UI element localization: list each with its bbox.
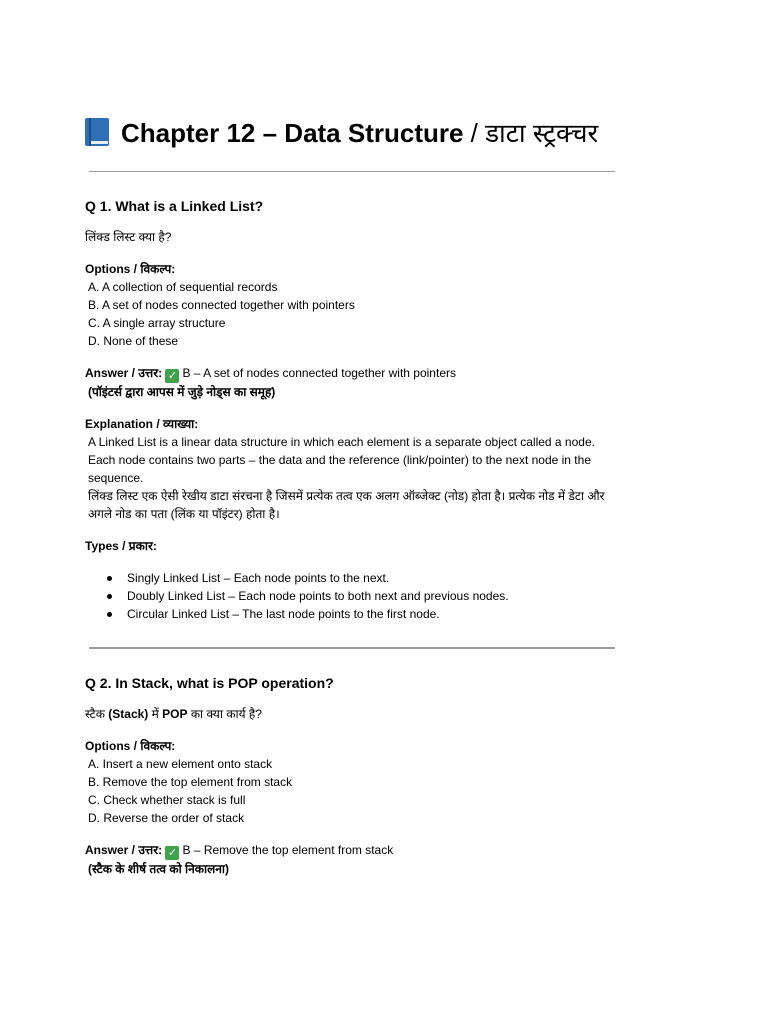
option-d: D. Reverse the order of stack (88, 811, 245, 825)
question-1-answer (85, 364, 625, 383)
question-2-answer-hindi: (स्टैक के शीर्ष तत्व को निकालना) (88, 862, 230, 876)
bullet-icon (107, 594, 112, 599)
question-2-answer (85, 841, 625, 860)
option-d: D. None of these (88, 334, 179, 348)
check-mark-icon: ✓ (165, 369, 179, 383)
page-title-english: Chapter 12 – Data Structure (121, 118, 464, 148)
explanation-paragraph: A Linked List is a linear data structure in which each element is a separate object called a node. (88, 435, 595, 449)
list-item: Singly Linked List – Each node points to the next. (127, 569, 625, 587)
question-2-options-label: Options / विकल्प: (85, 739, 176, 753)
answer-text: B – Remove the top element from stack (182, 843, 394, 857)
divider (89, 171, 615, 172)
option-b: B. A set of nodes connected together with pointers (88, 298, 355, 312)
document-content (85, 114, 625, 878)
question-1-options-label: Options / विकल्प: (85, 262, 176, 276)
answer-text: B – A set of nodes connected together with pointers (182, 366, 456, 380)
list-item: Circular Linked List – The last node points to the first node. (127, 605, 625, 623)
explanation-paragraph: Each node contains two parts – the data and the reference (link/pointer) to the next node in the sequence. (88, 453, 591, 485)
blue-book-icon (85, 118, 111, 146)
page-title-hindi: / डाटा स्ट्रक्चर (463, 118, 599, 148)
question-1-types-label: Types / प्रकार: (85, 539, 157, 553)
types-list (85, 569, 625, 623)
question-2-hindi: स्टैक (Stack) में POP का क्या कार्य है? (85, 707, 262, 721)
option-b: B. Remove the top element from stack (88, 775, 293, 789)
bullet-icon (107, 612, 112, 617)
explanation-paragraph-hindi: लिंक्ड लिस्ट एक ऐसी रेखीय डाटा संरचना है जिसमें प्रत्येक तत्व एक अलग ऑब्जेक्ट (नोड) होता है। प्रत्येक नोड में डेटा और अगले नोड का पता (लिंक या पॉइंटर) होता है। (88, 489, 605, 521)
question-2-heading: Q 2. In Stack, what is POP operation? (85, 675, 334, 691)
question-1-hindi: लिंक्ड लिस्ट क्या है? (85, 230, 172, 244)
check-mark-icon: ✓ (165, 846, 179, 860)
option-a: A. A collection of sequential records (88, 280, 278, 294)
answer-label: Answer / उत्तर: (85, 366, 163, 380)
option-a: A. Insert a new element onto stack (88, 757, 273, 771)
question-1-answer-hindi: (पॉइंटर्स द्वारा आपस में जुड़े नोड्स का समूह) (88, 385, 276, 399)
page-title (85, 114, 625, 152)
list-item: Doubly Linked List – Each node points to both next and previous nodes. (127, 587, 625, 605)
answer-label: Answer / उत्तर: (85, 843, 163, 857)
bullet-icon (107, 576, 112, 581)
divider (89, 647, 615, 649)
question-1-explanation-label: Explanation / व्याख्या: (85, 417, 199, 431)
option-c: C. A single array structure (88, 316, 226, 330)
question-1-heading: Q 1. What is a Linked List? (85, 198, 264, 214)
option-c: C. Check whether stack is full (88, 793, 246, 807)
